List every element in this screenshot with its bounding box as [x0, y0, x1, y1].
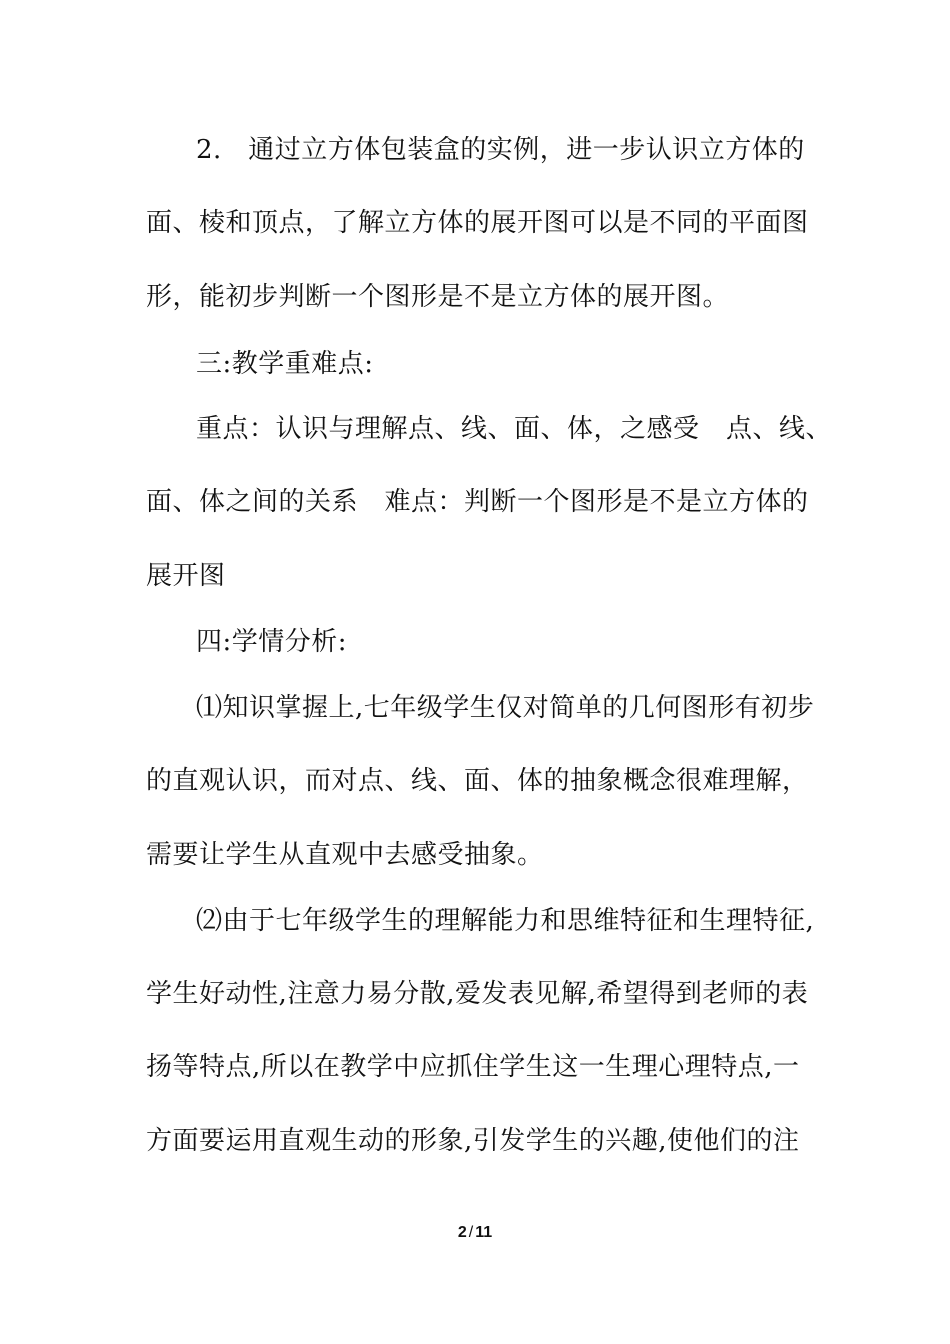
total-pages: 11	[475, 1224, 493, 1241]
text-line: 学生好动性,注意力易分散,爱发表见解,希望得到老师的表	[146, 979, 809, 1009]
page-number	[0, 1224, 950, 1242]
text-line: 形，能初步判断一个图形是不是立方体的展开图。	[146, 282, 730, 312]
text-line: 2. 通过立方体包装盒的实例，进一步认识立方体的	[196, 135, 805, 165]
text-line: 需要让学生从直观中去感受抽象。	[146, 840, 544, 870]
text-line: 展开图	[146, 561, 226, 591]
section-heading: 三:教学重难点:	[196, 349, 374, 379]
current-page: 2	[457, 1224, 467, 1241]
page-separator: /	[468, 1224, 474, 1241]
text-line: ⑴知识掌握上,七年级学生仅对简单的几何图形有初步	[196, 693, 815, 723]
text-line: 的直观认识，而对点、线、面、体的抽象概念很难理解，	[146, 766, 809, 796]
section-heading: 四:学情分析:	[196, 627, 348, 657]
text-line: ⑵由于七年级学生的理解能力和思维特征和生理特征,	[196, 906, 815, 936]
text-line: 扬等特点,所以在教学中应抓住学生这一生理心理特点,一	[146, 1052, 800, 1082]
text-line: 面、体之间的关系 难点：判断一个图形是不是立方体的	[146, 487, 809, 517]
text-line: 重点：认识与理解点、线、面、体，之感受 点、线、	[196, 414, 833, 444]
text-line: 面、棱和顶点，了解立方体的展开图可以是不同的平面图	[146, 208, 809, 238]
text-line: 方面要运用直观生动的形象,引发学生的兴趣,使他们的注	[146, 1126, 800, 1156]
